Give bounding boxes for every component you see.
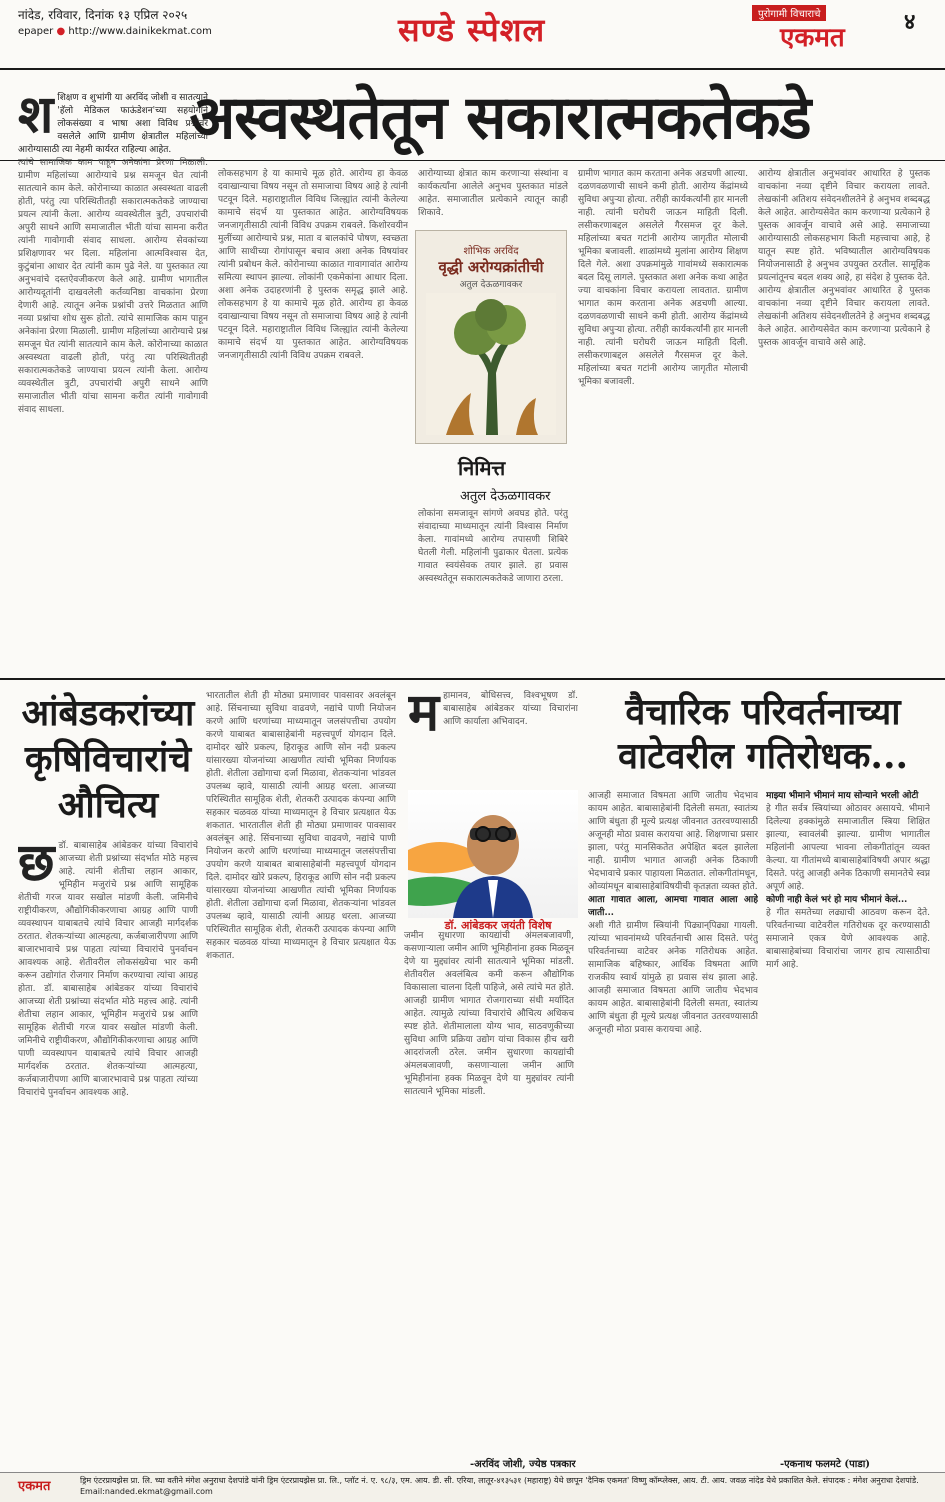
left-article-col-1 bbox=[18, 840, 198, 1450]
col-text-block: ग्रामीण भागात काम करताना अनेक अडचणी आल्या. दळणवळणाची साधने कमी होती. आरोग्य केंद्रांमध्ये सुविधा अपुऱ्या होत्या. तरीही कार्यकर्त्यांनी हार मानली नाही. त्यांनी घरोघरी जाऊन माहिती दिली. लसीकरणाबद्दल असलेले गैरसमज दूर केले. महिलांच्या बचत गटांनी आरोग्य जागृतीत मोलाची भूमिका बजावली. शाळांमध्ये मुलांना आरोग्य शिक्षण दिले गेले. अशा उपक्रमांमुळे गावांमध्ये सकारात्मक बदल दिसू लागले. पुस्तकात अशा अनेक कथा आहेत ज्या वाचकांना विचार करायला लावतात. ग्रामीण भागात काम करताना अनेक अडचणी आल्या. दळणवळणाची साधने कमी होती. आरोग्य केंद्रांमध्ये सुविधा अपुऱ्या होत्या. तरीही कार्यकर्त्यांनी हार मानली नाही. त्यांनी घरोघरी जाऊन माहिती दिली. लसीकरणाबद्दल असलेले गैरसमज दूर केले. महिलांच्या बचत गटांनी आरोग्य जागृतीत मोलाची भूमिका बजावली. bbox=[578, 169, 748, 387]
left-article-headline bbox=[18, 690, 198, 828]
col-text-block: त्यांचे सामाजिक काम पाहून अनेकांना प्रेरणा मिळाली. ग्रामीण महिलांच्या आरोग्याचे प्रश्न समजून घेत त्यांनी सातत्याने काम केले. कोरोनाच्या काळात अस्वस्थता वाढली होती, परंतु त्या परिस्थितीतही सकारात्मकतेकडे जाण्याचा प्रयत्न त्यांनी केला. आरोग्य व्यवस्थेतील त्रुटी, उपचारांची अपुरी साधने आणि समाजातील भीती यांचा सामना करीत त्यांनी गावोगावी संवाद साधला. आरोग्य सेवकांच्या प्रशिक्षणावर भर दिला. महिलांना आत्मविश्वास देत, कुटुंबांना आधार देत त्यांनी काम पुढे नेले. या पुस्तकात त्या अनुभवांचे दस्तऐवजीकरण केले आहे. ग्रामीण भागातील आरोग्यदूतांनी दाखवलेली कर्तव्यनिष्ठा वाचकांना प्रेरणा देणारी आहे. त्यातून अनेक प्रश्नांची उत्तरे मिळतात आणि नव्या प्रश्नांचा शोध सुरू होतो. त्यांचे सामाजिक काम पाहून अनेकांना प्रेरणा मिळाली. ग्रामीण महिलांच्या आरोग्याचे प्रश्न समजून घेत त्यांनी सातत्याने काम केले. कोरोनाच्या काळात अस्वस्थता वाढली होती, परंतु त्या परिस्थितीतही सकारात्मकतेकडे जाण्याचा प्रयत्न त्यांनी केला. आरोग्य व्यवस्थेतील त्रुटी, उपचारांची अपुरी साधने आणि समाजातील भीती यांचा सामना करीत त्यांनी गावोगावी संवाद साधला. bbox=[18, 158, 208, 415]
portrait-illustration bbox=[408, 790, 578, 918]
top-article-col-1 bbox=[18, 92, 208, 672]
top-article-col-3b bbox=[418, 508, 568, 672]
nimitta-label: निमित्त bbox=[458, 456, 506, 480]
website-url[interactable]: http://www.dainikekmat.com bbox=[68, 26, 212, 37]
book-author: अतुल देऊळगावकर bbox=[459, 280, 523, 290]
headline-line: आंबेडकरांच्या bbox=[21, 692, 195, 734]
top-article-dropcap: श bbox=[18, 92, 54, 145]
headline-line: औचित्य bbox=[57, 784, 159, 826]
section-divider bbox=[0, 678, 945, 680]
right-quote: आता गावात आला, आमचा गावात आला आहे जाती... bbox=[588, 895, 758, 918]
top-article-col-4 bbox=[578, 168, 748, 672]
col-text-block: लोकसहभाग हे या कामाचे मूळ होते. आरोग्य हा केवळ दवाखान्याचा विषय नसून तो समाजाचा विषय आहे हे त्यांनी पटवून दिले. महाराष्ट्रातील विविध जिल्ह्यांत त्यांनी केलेल्या कामाचे संदर्भ या पुस्तकात आहेत. आरोग्यविषयक जनजागृतीसाठी त्यांनी विविध उपक्रम राबवले. किशोरवयीन मुलींच्या आरोग्याचे प्रश्न, माता व बालकांचे पोषण, स्वच्छता आणि साथीच्या रोगांपासून बचाव अशा अनेक विषयांवर त्यांनी प्रबोधन केले. कोरोनाच्या काळात गावागावांत आरोग्य समित्या स्थापन झाल्या. लोकांनी एकमेकांना आधार दिला. अशा अनेक उदाहरणांनी हे पुस्तक समृद्ध झाले आहे. लोकसहभाग हे या कामाचे मूळ होते. आरोग्य हा केवळ दवाखान्याचा विषय नसून तो समाजाचा विषय आहे हे त्यांनी पटवून दिले. महाराष्ट्रातील विविध जिल्ह्यांत त्यांनी केलेल्या कामाचे संदर्भ या पुस्तकात आहेत. आरोग्यविषयक जनजागृतीसाठी त्यांनी विविध उपक्रम राबवले. bbox=[218, 169, 408, 361]
date-line: नांदेड, रविवार, दिनांक १३ एप्रिल २०२५ bbox=[18, 8, 188, 22]
right-article-headline bbox=[588, 690, 938, 778]
nimitta-author: अतुल देऊळगावकर bbox=[460, 489, 551, 504]
headline-line: कृषिविचारांचे bbox=[24, 738, 192, 780]
col-text-block: आजही समाजात विषमता आणि जातीय भेदभाव कायम आहेत. बाबासाहेबांनी दिलेली समता, स्वातंत्र्य आणि बंधुता ही मूल्ये प्रत्यक्ष जीवनात उतरवण्यासाठी अजूनही मोठा प्रवास करायचा आहे. शिक्षणाचा प्रसार झाला, परंतु मानसिकतेत अपेक्षित बदल झालेला नाही. ग्रामीण भागात आजही अनेक ठिकाणी भेदभावाचे प्रकार पाहायला मिळतात. लोकगीतांमधून, ओव्यांमधून बाबासाहेबांविषयीची कृतज्ञता व्यक्त होते. bbox=[588, 791, 758, 892]
book-cover-illustration bbox=[426, 293, 556, 435]
book-subtitle: शोभिक अरविंद bbox=[463, 246, 519, 257]
right-article-col-1 bbox=[588, 790, 758, 1450]
paper-tagline: पुरोगामी विचाराचे bbox=[752, 5, 826, 21]
masthead-divider bbox=[0, 68, 945, 70]
left-article-dropcap: छ bbox=[18, 840, 55, 893]
top-article-intro: शिक्षण व शुभांगी या अरविंद जोशी व सातत्याने 'हॅलो मेडिकल फाऊंडेशन'च्या सहयोगाने लोकसंख्या व भाषा अशा विविध प्रश्नांवर वसलेले आणि ग्रामीण क्षेत्रातील महिलांच्या आरोग्यासाठी त्या नेहमी कार्यरत राहिल्या आहेत. bbox=[18, 93, 208, 155]
book-cover-image bbox=[415, 230, 567, 444]
sunday-special-title: सण्डे स्पेशल bbox=[398, 11, 546, 49]
book-title: वृद्धी अरोग्यक्रांतीची bbox=[438, 258, 544, 276]
paper-brand bbox=[742, 4, 892, 53]
col-text-block: आरोग्य क्षेत्रातील अनुभवांवर आधारित हे पुस्तक वाचकांना नव्या दृष्टीने विचार करायला लावते. लेखकांनी अतिशय संवेदनशीलतेने हे अनुभव शब्दबद्ध केले आहेत. आरोग्यसेवेत काम करणाऱ्या प्रत्येकाने हे पुस्तक आवर्जून वाचावे असे आहे. समाजाच्या आरोग्यासाठी लोकसहभाग किती महत्त्वाचा आहे, हे यातून स्पष्ट होते. भविष्यातील आरोग्यविषयक नियोजनासाठी हे अनुभव उपयुक्त ठरतील. सामूहिक प्रयत्नांतूनच बदल शक्य आहे, हा संदेश हे पुस्तक देते. आरोग्य क्षेत्रातील अनुभवांवर आधारित हे पुस्तक वाचकांना नव्या दृष्टीने विचार करायला लावते. लेखकांनी अतिशय संवेदनशीलतेने हे अनुभव शब्दबद्ध केले आहेत. आरोग्यसेवेत काम करणाऱ्या प्रत्येकाने हे पुस्तक आवर्जून वाचावे असे आहे. bbox=[758, 169, 930, 348]
col-text-block: अशी गीते ग्रामीण स्त्रियांनी पिढ्यान्‌पिढ्या गायली. त्यांच्या भावनांमध्ये परिवर्तनाची आस दिसते. परंतु परिवर्तनाच्या वाटेवर अनेक गतिरोधक आहेत. सामाजिक बहिष्कार, आर्थिक विषमता आणि राजकीय स्वार्थ यांमुळे हा प्रवास संथ झाला आहे. आजही समाजात विषमता आणि जातीय भेदभाव कायम आहेत. बाबासाहेबांनी दिलेली समता, स्वातंत्र्य आणि बंधुता ही मूल्ये प्रत्यक्ष जीवनात उतरवण्यासाठी अजूनही मोठा प्रवास करायचा आहे. bbox=[588, 921, 758, 1035]
col-text-block: डॉ. बाबासाहेब आंबेडकर यांच्या विचारांचे आजच्या शेती प्रश्नांच्या संदर्भात मोठे महत्त्व आहे. त्यांनी शेतीचा लहान आकार, भूमिहीन मजुरांचे प्रश्न आणि सामूहिक शेतीची गरज यावर सखोल मांडणी केली. जमिनीचे राष्ट्रीयीकरण, औद्योगिकीकरणाचा आग्रह आणि पाणी व्यवस्थापन याबाबतचे त्यांचे विचार आजही मार्गदर्शक ठरतात. शेतकऱ्यांच्या आत्महत्या, कर्जबाजारीपणा आणि बाजारभावाचे प्रश्न पाहता त्यांच्या विचारांचे पुनर्वाचन आवश्यक आहे. शेतीवरील लोकसंख्येचा भार कमी करून उद्योगांत रोजगार निर्माण करण्याचा त्यांचा आग्रह होता. डॉ. बाबासाहेब आंबेडकर यांच्या विचारांचे आजच्या शेती प्रश्नांच्या संदर्भात मोठे महत्त्व आहे. त्यांनी शेतीचा लहान आकार, भूमिहीन मजुरांचे प्रश्न आणि सामूहिक शेतीची गरज यावर सखोल मांडणी केली. जमिनीचे राष्ट्रीयीकरण, औद्योगिकीकरणाचा आग्रह आणि पाणी व्यवस्थापन याबाबतचे त्यांचे विचार आजही मार्गदर्शक ठरतात. शेतकऱ्यांच्या आत्महत्या, कर्जबाजारीपणा आणि बाजारभावाचे प्रश्न पाहता त्यांच्या विचारांचे पुनर्वाचन आवश्यक आहे. bbox=[18, 841, 198, 1098]
center-special-intro bbox=[408, 690, 578, 790]
col-text-block: भारतातील शेती ही मोठ्या प्रमाणावर पावसावर अवलंबून आहे. सिंचनाच्या सुविधा वाढवणे, नद्यांचे पाणी नियोजन करणे आणि धरणांच्या माध्यमातून जलसंपत्तीचा उपयोग करणे याबाबत बाबासाहेबांनी महत्त्वपूर्ण योगदान दिले. दामोदर खोरे प्रकल्प, हिराकूड आणि सोन नदी प्रकल्प यांसारख्या योजनांच्या आखणीत त्यांची भूमिका निर्णायक होती. शेतीला उद्योगाचा दर्जा मिळावा, शेतकऱ्यांना भांडवल उपलब्ध व्हावे, यासाठी त्यांनी आग्रह धरला. आजच्या परिस्थितीत सामूहिक शेती, शेतकरी उत्पादक कंपन्या आणि सहकार चळवळ यांच्या माध्यमातून हे विचार प्रत्यक्षात येऊ शकतात. भारतातील शेती ही मोठ्या प्रमाणावर पावसावर अवलंबून आहे. सिंचनाच्या सुविधा वाढवणे, नद्यांचे पाणी नियोजन करणे आणि धरणांच्या माध्यमातून जलसंपत्तीचा उपयोग करणे याबाबत बाबासाहेबांनी महत्त्वपूर्ण योगदान दिले. दामोदर खोरे प्रकल्प, हिराकूड आणि सोन नदी प्रकल्प यांसारख्या योजनांच्या आखणीत त्यांची भूमिका निर्णायक होती. शेतीला उद्योगाचा दर्जा मिळावा, शेतकऱ्यांना भांडवल उपलब्ध व्हावे, यासाठी त्यांनी आग्रह धरला. आजच्या परिस्थितीत सामूहिक शेती, शेतकरी उत्पादक कंपन्या आणि सहकार चळवळ यांच्या माध्यमातून हे विचार प्रत्यक्षात येऊ शकतात. bbox=[206, 691, 396, 961]
center-special-dropcap: म bbox=[408, 690, 440, 743]
ambedkar-portrait bbox=[408, 790, 578, 918]
right-quote: माझ्या भीमाने भीमानं माय सोन्याने भरली ओटी bbox=[766, 791, 919, 801]
col-text-block: हामानव, बोधिसत्त्व, विश्वभूषण डॉ. बाबासाहेब आंबेडकर यांच्या विचारांना आणि कार्याला अभिवादन. bbox=[443, 691, 578, 727]
paper-logo: एकमत bbox=[780, 23, 845, 53]
jayanti-special-tag: डॉ. आंबेडकर जयंती विशेष bbox=[444, 919, 552, 932]
top-article-col-3a bbox=[418, 168, 568, 228]
footer-logo: एकमत bbox=[18, 1479, 51, 1494]
col-text-block: लोकांना समजावून सांगणे अवघड होते. परंतु संवादाच्या माध्यमातून त्यांनी विश्वास निर्माण केला. गावांमध्ये आरोग्य तपासणी शिबिरे घेतली गेली. महिलांनी पुढाकार घेतला. प्रत्येक गावात स्वयंसेवक तयार झाले. हा प्रवास अस्वस्थतेतून सकारात्मकतेकडे जाणारा ठरला. bbox=[418, 509, 568, 584]
footer-imprint: ड्रिम एंटरप्रायझेस प्रा. लि. च्या वतीने मंगेश अनुराधा देशपांडे यांनी ड्रिम एंटरप्रायझेस प्रा. लि., प्लॉट नं. ए. ९८/३, एम. आय. डी. सी. एरिया, लातूर-४१३५३१ (महाराष्ट्र) येथे छापून 'दैनिक एकमत' विष्णु कॉम्प्लेक्स, आय. टी. आय. जवळ नांदेड येथे प्रकाशित केले. संपादक : मंगेश अनुराधा देशपांडे. Email:nanded.ekmat@gmail.com bbox=[80, 1476, 919, 1496]
top-article-headline: अस्वस्थतेतून सकारात्मकतेकडे bbox=[189, 83, 811, 153]
col-text-block: हे गीत समतेच्या लढ्याची आठवण करून देते. परिवर्तनाच्या वाटेवरील गतिरोधक दूर करण्यासाठी समाजाने एकत्र येणे आवश्यक आहे. बाबासाहेबांच्या विचारांचा जागर हाच त्यासाठीचा मार्ग आहे. bbox=[766, 908, 930, 970]
col-text-block: आरोग्याच्या क्षेत्रात काम करणाऱ्या संस्थांना व कार्यकर्त्यांना आलेले अनुभव पुस्तकात मांडले आहेत. समाजातील प्रत्येकाने त्यातून काही शिकावे. bbox=[418, 169, 568, 218]
headline-line: वाटेवरील गतिरोधक... bbox=[617, 735, 909, 777]
top-article-col-2 bbox=[218, 168, 408, 672]
right-quote: कोणी नाही केलं भरं हो माय भीमानं केलं... bbox=[766, 895, 908, 905]
right-article-col-2 bbox=[766, 790, 930, 1450]
url-line bbox=[18, 26, 212, 37]
epaper-icon: ● bbox=[56, 26, 66, 37]
page-footer bbox=[0, 1472, 945, 1502]
left-article-col-3 bbox=[404, 930, 574, 1450]
col-text-block: हे गीत सर्वत्र स्त्रियांच्या ओठावर असायचे. भीमाने दिलेल्या हक्कांमुळे समाजातील स्त्रिया शिक्षित झाल्या, स्वावलंबी झाल्या. ग्रामीण भागातील महिलांनी आपल्या भावना लोकगीतांतून व्यक्त केल्या. या गीतांमध्ये बाबासाहेबांविषयी अपार श्रद्धा दिसते. परंतु आजही अनेक ठिकाणी समानतेचे स्वप्न अपूर्ण आहे. bbox=[766, 804, 930, 892]
top-article-col-5 bbox=[758, 168, 930, 672]
left-article-col-2 bbox=[206, 690, 396, 1450]
headline-line: वैचारिक परिवर्तनाच्या bbox=[625, 691, 901, 733]
page-number: ४ bbox=[904, 10, 916, 35]
right-article-byline: -एकनाथ फलमटे (पाडा) bbox=[780, 1459, 871, 1470]
col-text-block: जमीन सुधारणा कायद्यांची अंमलबजावणी, कसणाऱ्याला जमीन आणि भूमिहीनांना हक्क मिळवून देणे या मुद्द्यांवर त्यांनी सातत्याने भूमिका मांडली. शेतीवरील अवलंबित्व कमी करून औद्योगिक विकासाला चालना दिली पाहिजे, असे त्यांचे मत होते. आजही ग्रामीण भागात रोजगाराच्या संधी मर्यादित आहेत. त्यामुळे त्यांच्या विचारांचे औचित्य अधिकच स्पष्ट होते. शेतीमालाला योग्य भाव, साठवणुकीच्या सुविधा आणि प्रक्रिया उद्योग यांचा विकास हीच खरी आदरांजली ठरेल. जमीन सुधारणा कायद्यांची अंमलबजावणी, कसणाऱ्याला जमीन आणि भूमिहीनांना हक्क मिळवून देणे या मुद्द्यांवर त्यांनी सातत्याने भूमिका मांडली. bbox=[404, 931, 574, 1097]
left-article-byline: -अरविंद जोशी, ज्येष्ठ पत्रकार bbox=[470, 1459, 576, 1470]
epaper-label: epaper bbox=[18, 26, 54, 37]
